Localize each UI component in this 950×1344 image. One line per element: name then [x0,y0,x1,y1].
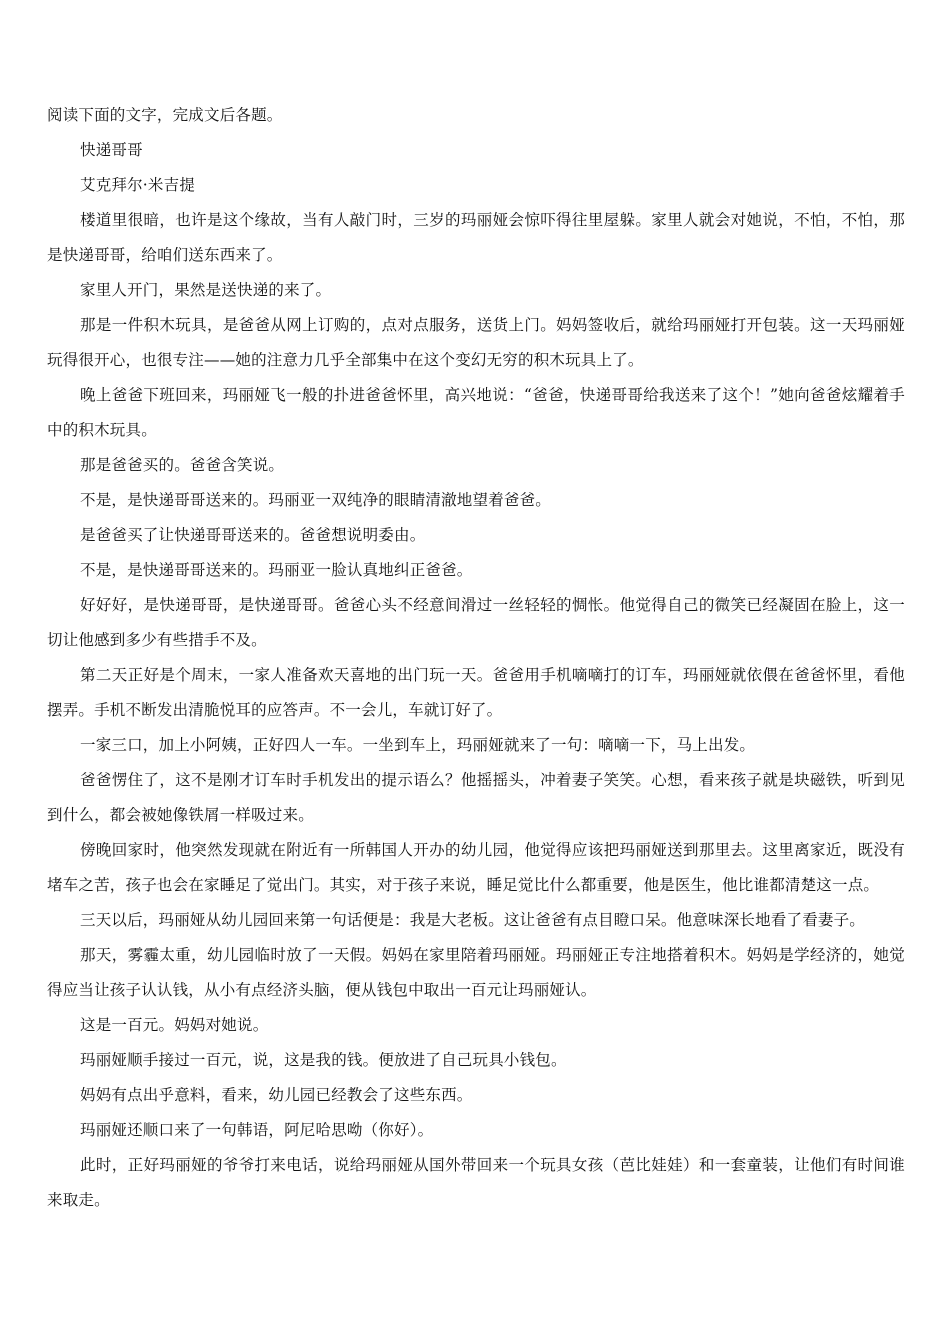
paragraph: 晚上爸爸下班回来，玛丽娅飞一般的扑进爸爸怀里，高兴地说：“爸爸，快递哥哥给我送来了这个！”她向爸爸炫耀着手中的积木玩具。 [47,386,905,439]
article-title: 快递哥哥 [80,141,143,159]
document-page [47,98,905,1218]
paragraph: 那是爸爸买的。爸爸含笑说。 [80,456,285,474]
paragraph: 那是一件积木玩具，是爸爸从网上订购的，点对点服务，送货上门。妈妈签收后，就给玛丽娅打开包装。这一天玛丽娅玩得很开心，也很专注——她的注意力几乎全部集中在这个变幻无穷的积木玩具上了。 [47,316,905,369]
paragraph: 此时，正好玛丽娅的爷爷打来电话，说给玛丽娅从国外带回来一个玩具女孩（芭比娃娃）和一套童装，让他们有时间谁来取走。 [47,1156,905,1209]
paragraph: 不是，是快递哥哥送来的。玛丽亚一双纯净的眼睛清澈地望着爸爸。 [80,491,552,509]
paragraph: 这是一百元。妈妈对她说。 [80,1016,269,1034]
paragraph: 第二天正好是个周末，一家人准备欢天喜地的出门玩一天。爸爸用手机嘀嘀打的订车，玛丽娅就依偎在爸爸怀里，看他摆弄。手机不断发出清脆悦耳的应答声。不一会儿，车就订好了。 [47,666,905,719]
paragraph: 妈妈有点出乎意料，看来，幼儿园已经教会了这些东西。 [80,1086,473,1104]
paragraph: 好好好，是快递哥哥，是快递哥哥。爸爸心头不经意间滑过一丝轻轻的惆怅。他觉得自己的微笑已经凝固在脸上，这一切让他感到多少有些措手不及。 [47,596,905,649]
paragraph: 傍晚回家时，他突然发现就在附近有一所韩国人开办的幼儿园，他觉得应该把玛丽娅送到那里去。这里离家近，既没有堵车之苦，孩子也会在家睡足了觉出门。其实，对于孩子来说，睡足觉比什么都重要，他是医生，他比谁都清楚这一点。 [47,841,905,894]
paragraph: 是爸爸买了让快递哥哥送来的。爸爸想说明委由。 [80,526,426,544]
paragraph: 楼道里很暗，也许是这个缘故，当有人敲门时，三岁的玛丽娅会惊吓得往里屋躲。家里人就会对她说，不怕，不怕，那是快递哥哥，给咱们送东西来了。 [47,211,905,264]
article-author: 艾克拜尔·米吉提 [80,176,196,194]
paragraph: 爸爸愣住了，这不是刚才订车时手机发出的提示语么？他摇摇头，冲着妻子笑笑。心想，看来孩子就是块磁铁，听到见到什么，都会被她像铁屑一样吸过来。 [47,771,905,824]
paragraph: 一家三口，加上小阿姨，正好四人一车。一坐到车上，玛丽娅就来了一句：嘀嘀一下，马上出发。 [80,736,756,754]
paragraph: 玛丽娅还顺口来了一句韩语，阿尼哈思呦（你好）。 [80,1121,434,1139]
paragraph: 那天，雾霾太重，幼儿园临时放了一天假。妈妈在家里陪着玛丽娅。玛丽娅正专注地搭着积木。妈妈是学经济的，她觉得应当让孩子认认钱，从小有点经济头脑，便从钱包中取出一百元让玛丽娅认。 [47,946,905,999]
paragraph: 家里人开门，果然是送快递的来了。 [80,281,332,299]
paragraph: 不是，是快递哥哥送来的。玛丽亚一脸认真地纠正爸爸。 [80,561,473,579]
instruction-text: 阅读下面的文字，完成文后各题。 [47,106,283,124]
paragraph: 三天以后，玛丽娅从幼儿园回来第一句话便是：我是大老板。这让爸爸有点目瞪口呆。他意味深长地看了看妻子。 [80,911,866,929]
paragraph: 玛丽娅顺手接过一百元，说，这是我的钱。便放进了自己玩具小钱包。 [80,1051,567,1069]
